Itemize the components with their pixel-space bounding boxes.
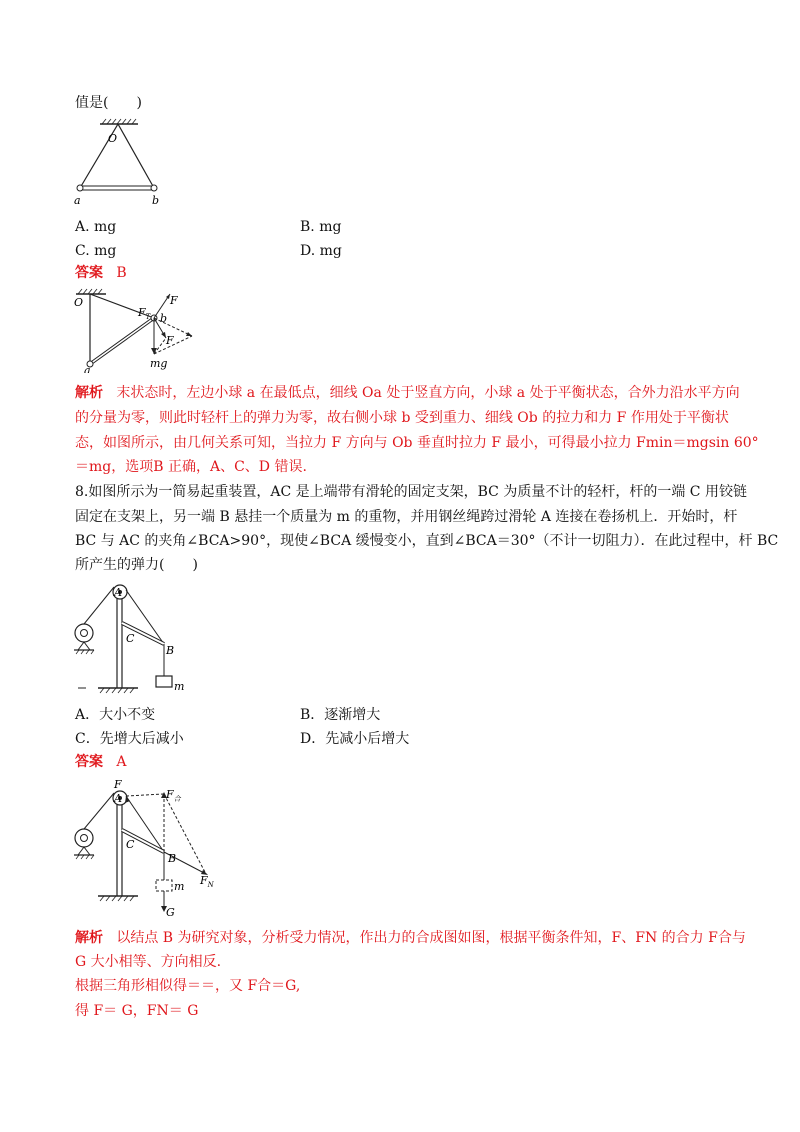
q7-analysis-line-1 [75, 384, 740, 402]
q7-option-c: C. mg [75, 243, 117, 259]
q8a-label-C: C [126, 838, 135, 851]
q8-analysis-line-3: 根据三角形相似得＝＝，又 F合＝G, [75, 978, 301, 994]
q7-answer [75, 264, 127, 282]
q8-analysis-line-4: 得 F＝ G，FN＝ G [75, 1003, 199, 1019]
q8a-label-G: G [166, 906, 175, 918]
q7-stem-tail: 值是( ) [75, 95, 142, 111]
q8a-label-FN: $F_N$ [200, 874, 214, 889]
q8-analysis-text-1: 以结点 B 为研究对象，分析受力情况，作出力的合成图如图，根据平衡条件知，F、FN 的合力 F合与 [116, 930, 746, 946]
q7-option-b: B. mg [300, 219, 342, 235]
q8-option-c: C．先增大后减小 [75, 731, 184, 747]
q8-answer [75, 753, 126, 771]
q7a-label-O: O [74, 296, 84, 309]
q8-option-b: B．逐渐增大 [300, 707, 381, 723]
q7-answer-label: 答案 [75, 265, 103, 281]
q8-label-B: B [166, 644, 175, 657]
q8a-label-F: F [114, 778, 122, 791]
q8-stem-line-4: 所产生的弹力( ) [75, 557, 198, 573]
q8-figure [68, 578, 198, 696]
q8-option-d: D．先减小后增大 [300, 731, 410, 747]
q7-answer-value: B [116, 265, 127, 281]
q7a-label-mg: mg [150, 357, 168, 370]
q8-analysis-label: 解析 [75, 930, 103, 946]
q7-analysis-line-2: 的分量为零，则此时轻杆上的弹力为零，故右侧小球 b 受到重力、细线 Ob 的拉力和力 F 作用处于平衡状 [75, 410, 729, 426]
q8-stem-line-1: 8.如图所示为一简易起重装置，AC 是上端带有滑轮的固定支架，BC 为质量不计的轻杆，杆的一端 C 用铰链 [75, 484, 747, 500]
q8-stem-line-3: BC 与 AC 的夹角∠BCA>90°，现使∠BCA 缓慢变小，直到∠BCA＝30°（不计一切阻力）．在此过程中，杆 BC [75, 533, 779, 549]
q7-analysis-label: 解析 [75, 385, 103, 401]
q8a-label-A: A [114, 792, 122, 805]
q7-label-b: b [152, 194, 160, 207]
q7a-label-a: a [84, 364, 91, 373]
q8-label-A: A [114, 586, 122, 599]
q7-analysis-text-1: 末状态时，左边小球 a 在最低点，细线 Oa 处于竖直方向，小球 a 处于平衡状态，合外力沿水平方向 [116, 385, 740, 401]
q8-answer-value: A [116, 754, 127, 770]
q7a-label-b: b [160, 312, 168, 325]
q7-label-a: a [74, 194, 81, 207]
q8a-label-Fhe: $F_合$ [166, 788, 181, 803]
q8-stem-line-2: 固定在支架上，另一端 B 悬挂一个质量为 m 的重物，并用钢丝绳跨过滑轮 A 连接在卷扬机上．开始时，杆 [75, 509, 738, 525]
q8-analysis-line-2: G 大小相等、方向相反. [75, 954, 222, 970]
q8-answer-figure [68, 776, 228, 918]
q7a-label-FT: $F_T$ [138, 306, 151, 321]
q8-answer-label: 答案 [75, 754, 103, 770]
q8a-label-B: B [168, 852, 177, 865]
q7-option-d: D. mg [300, 243, 342, 259]
q8-option-a: A．大小不变 [75, 707, 156, 723]
q7a-label-F2: F [166, 334, 174, 347]
q7-analysis-line-4: ＝mg，选项B 正确，A、C、D 错误. [75, 459, 307, 475]
q8-analysis-line-1 [75, 929, 746, 947]
q7a-label-F1: F [170, 294, 178, 307]
q7-figure [70, 118, 170, 210]
q8-label-m: m [174, 680, 185, 693]
q7-answer-figure [70, 288, 210, 373]
q7-option-a: A. mg [75, 219, 117, 235]
q8a-label-m: m [174, 880, 185, 893]
q8-label-C: C [126, 632, 135, 645]
q7-label-O: O [108, 132, 118, 145]
q7-analysis-line-3: 态，如图所示，由几何关系可知，当拉力 F 方向与 Ob 垂直时拉力 F 最小，可得最小拉力 Fmin＝mgsin 60° [75, 435, 759, 451]
